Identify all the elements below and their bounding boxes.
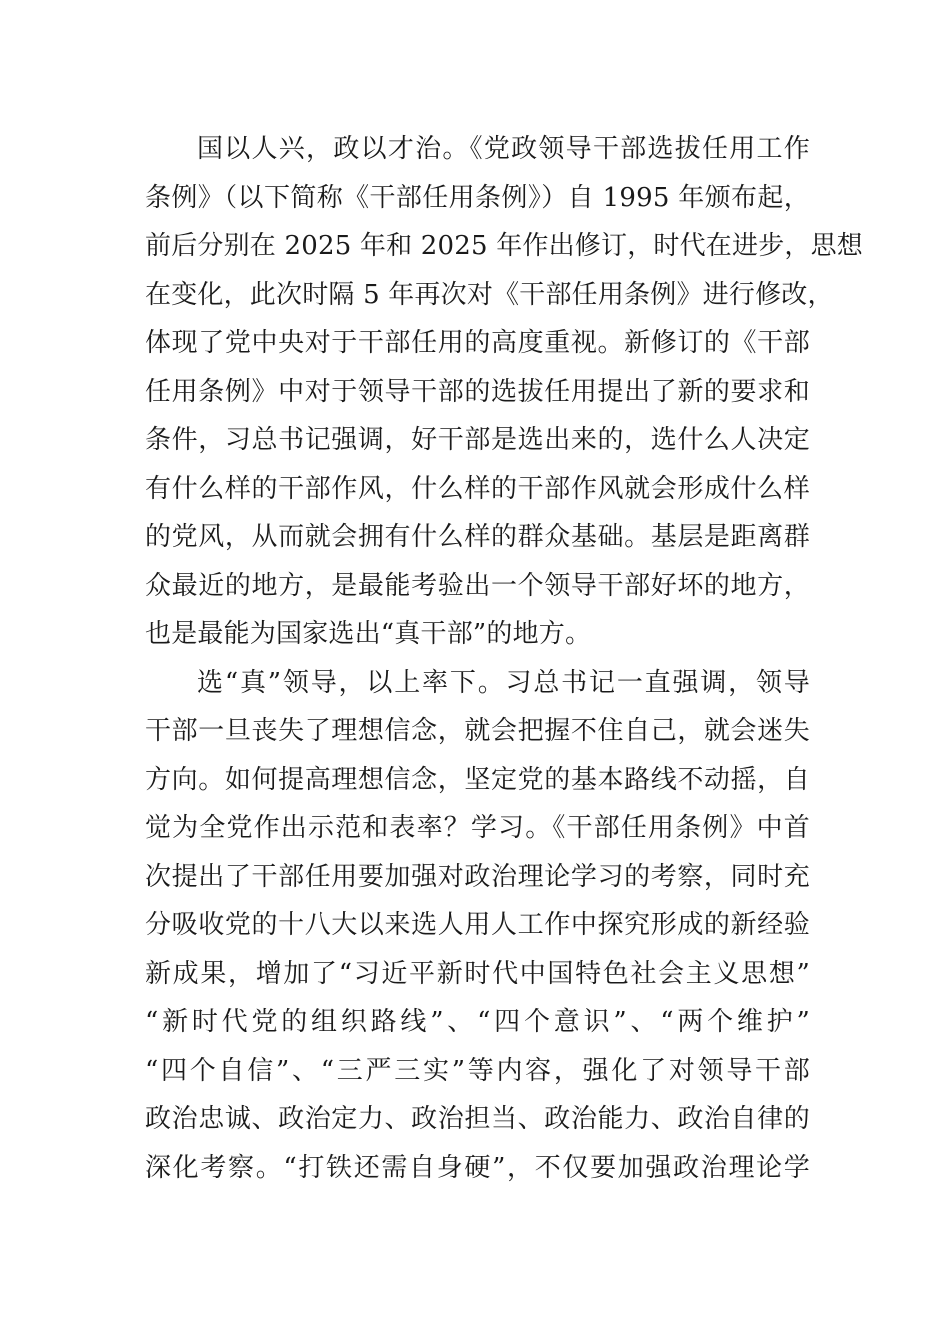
paragraph-1-line-2: 条例》（以下简称《干部任用条例》）自 1995 年颁布起， bbox=[145, 182, 810, 213]
paragraph-1-line-11: 也是最能为国家选出“真干部”的地方。 bbox=[145, 619, 592, 649]
paragraph-2-line-7: 新成果，增加了“习近平新时代中国特色社会主义思想” bbox=[145, 958, 810, 989]
paragraph-1-line-8: 有什么样的干部作风，什么样的干部作风就会形成什么样 bbox=[145, 473, 810, 504]
paragraph-2-line-2: 干部一旦丧失了理想信念，就会把握不住自己，就会迷失 bbox=[145, 716, 810, 746]
paragraph-2-line-1: 选“真”领导，以上率下。习总书记一直强调，领导 bbox=[197, 667, 810, 698]
paragraph-2-line-5: 次提出了干部任用要加强对政治理论学习的考察，同时充 bbox=[145, 861, 810, 892]
body-text bbox=[145, 125, 863, 1192]
paragraph-1-line-6: 任用条例》中对于领导干部的选拔任用提出了新的要求和 bbox=[145, 376, 810, 407]
paragraph-1-line-9: 的党风，从而就会拥有什么样的群众基础。基层是距离群 bbox=[145, 522, 810, 552]
paragraph-2-line-8: “新时代党的组织路线”、“四个意识”、“两个维护” bbox=[145, 1007, 810, 1037]
paragraph-2-line-3: 方向。如何提高理想信念，坚定党的基本路线不动摇，自 bbox=[145, 764, 810, 795]
paragraph-2-line-4: 觉为全党作出示范和表率？学习。《干部任用条例》中首 bbox=[145, 813, 810, 843]
paragraph-1-line-7: 条件，习总书记强调，好干部是选出来的，选什么人决定 bbox=[145, 425, 810, 455]
paragraph-2-line-10: 政治忠诚、政治定力、政治担当、政治能力、政治自律的 bbox=[145, 1104, 810, 1134]
paragraph-1-line-3: 前后分别在 2025 年和 2025 年作出修订，时代在进步，思想 bbox=[145, 231, 863, 261]
paragraph-2-line-6: 分吸收党的十八大以来选人用人工作中探究形成的新经验 bbox=[145, 910, 810, 940]
paragraph-1-line-5: 体现了党中央对于干部任用的高度重视。新修订的《干部 bbox=[145, 328, 810, 358]
paragraph-2-line-11: 深化考察。“打铁还需自身硬”，不仅要加强政治理论学 bbox=[145, 1152, 810, 1183]
paragraph-2-line-9: “四个自信”、“三严三实”等内容，强化了对领导干部 bbox=[145, 1055, 810, 1086]
paragraph-1-line-1: 国以人兴，政以才治。《党政领导干部选拔任用工作 bbox=[197, 134, 810, 164]
paragraph-1-line-4: 在变化，此次时隔 5 年再次对《干部任用条例》进行修改， bbox=[145, 279, 834, 310]
paragraph-1-line-10: 众最近的地方，是最能考验出一个领导干部好坏的地方， bbox=[145, 570, 810, 601]
